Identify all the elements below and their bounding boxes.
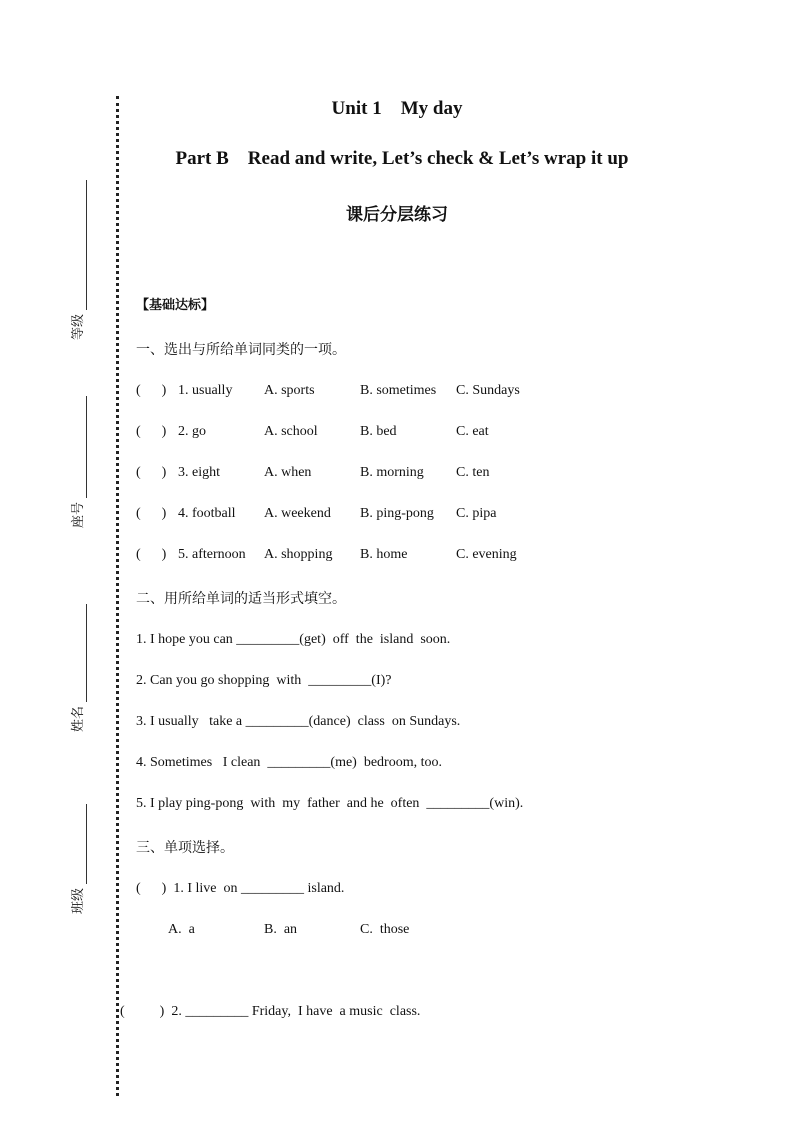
option-b: B. home <box>360 547 408 562</box>
option-c: C. evening <box>456 547 517 562</box>
option-b: B. morning <box>360 465 424 480</box>
answer-paren: ( ) <box>136 465 167 480</box>
fill-blank-item: 5. I play ping-pong with my father and he often _________(win). <box>136 796 524 811</box>
choice-question-2: ( ) 2. _________ Friday, I have a music class. <box>120 1004 421 1019</box>
question-word: 4. football <box>178 506 236 521</box>
binding-dotted-line <box>116 96 119 1096</box>
class-label: 班级 <box>71 887 86 914</box>
page-title: Unit 1 My day <box>331 98 463 119</box>
fill-blank-item: 2. Can you go shopping with _________(I)? <box>136 673 392 688</box>
fill-blank-item: 1. I hope you can _________(get) off the island soon. <box>136 632 451 647</box>
class-field <box>66 804 92 934</box>
name-field <box>66 604 92 744</box>
option-a: A. shopping <box>264 547 333 562</box>
seat-line <box>86 396 87 498</box>
seat-field <box>66 396 92 536</box>
name-line <box>86 604 87 702</box>
page-subtitle-chinese: 课后分层练习 <box>346 205 448 225</box>
option-b: B. bed <box>360 424 397 439</box>
answer-paren: ( ) <box>136 424 167 439</box>
part2-title: 二、用所给单词的适当形式填空。 <box>136 591 346 607</box>
option-c: C. Sundays <box>456 383 520 398</box>
option-a: A. weekend <box>264 506 331 521</box>
answer-paren: ( ) <box>136 383 167 398</box>
choice-question-1: ( ) 1. I live on _________ island. <box>136 881 345 896</box>
fill-blank-item: 3. I usually take a _________(dance) class on Sundays. <box>136 714 461 729</box>
class-line <box>86 804 87 884</box>
name-label: 姓名 <box>71 705 86 732</box>
part3-title: 三、单项选择。 <box>136 840 234 856</box>
fill-blank-item: 4. Sometimes I clean _________(me) bedroom, too. <box>136 755 442 770</box>
answer-paren: ( ) <box>136 506 167 521</box>
option-a: A. when <box>264 465 312 480</box>
seat-label: 座号 <box>71 501 86 528</box>
option-c: C. ten <box>456 465 490 480</box>
option-a: A. school <box>264 424 318 439</box>
option-b: B. ping-pong <box>360 506 434 521</box>
grade-label: 等级 <box>71 313 86 340</box>
option-a: A. sports <box>264 383 315 398</box>
part1-title: 一、选出与所给单词同类的一项。 <box>136 342 346 358</box>
option-c: C. those <box>360 922 410 937</box>
question-word: 3. eight <box>178 465 220 480</box>
option-c: C. eat <box>456 424 489 439</box>
answer-paren: ( ) <box>136 547 167 562</box>
page-subtitle: Part B Read and write, Let’s check & Let’s wrap it up <box>175 148 629 169</box>
question-word: 5. afternoon <box>178 547 246 562</box>
option-c: C. pipa <box>456 506 497 521</box>
question-word: 2. go <box>178 424 206 439</box>
option-b: B. an <box>264 922 298 937</box>
question-word: 1. usually <box>178 383 233 398</box>
option-b: B. sometimes <box>360 383 437 398</box>
section-basic: 【基础达标】 <box>136 298 215 313</box>
option-a: A. a <box>168 922 195 937</box>
